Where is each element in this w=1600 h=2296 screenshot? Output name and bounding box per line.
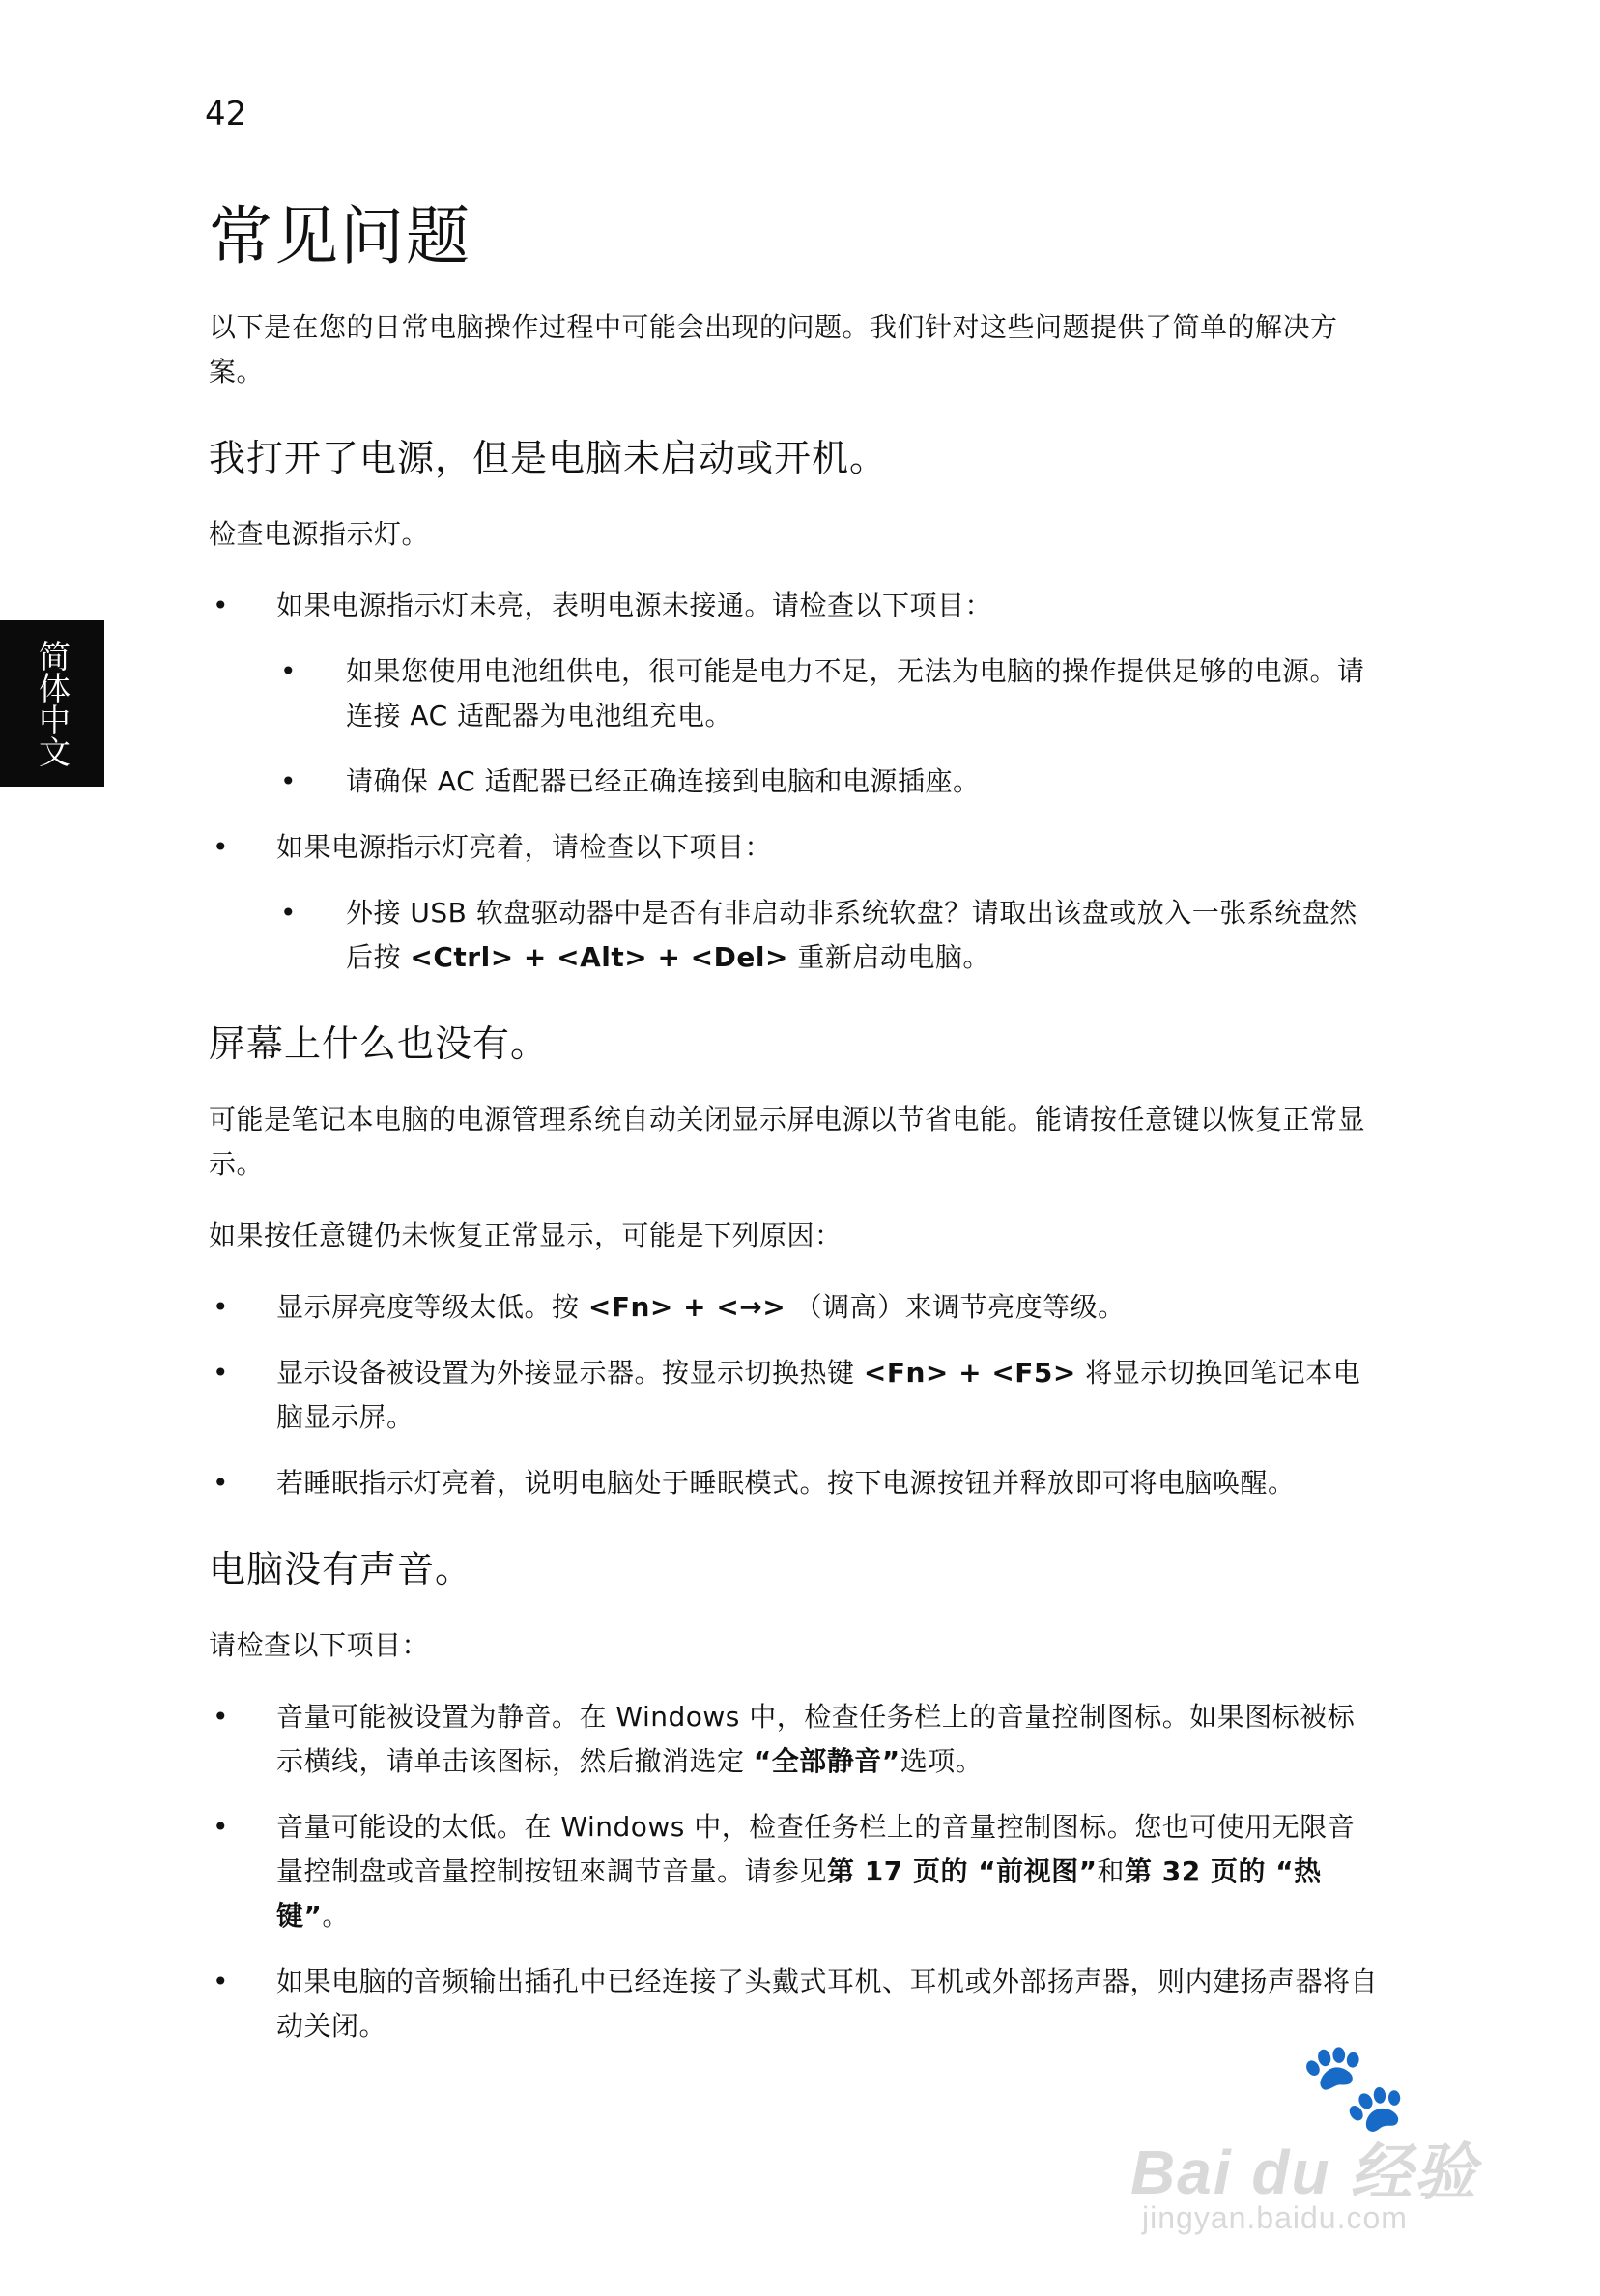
bullet-icon: •	[213, 1467, 230, 1499]
list-item-text: 。	[322, 1900, 350, 1932]
language-tab	[0, 620, 104, 787]
list-item-text: 如果电源指示灯亮着，请检查以下项目：	[276, 831, 773, 863]
key-combo: <Fn> + <F5>	[863, 1357, 1076, 1389]
sub-list-item-text: 如果您使用电池组供电，很可能是电力不足，无法为电脑的操作提供足够的电源。请连接 AC 适配器为电池组充电。	[346, 655, 1365, 732]
sub-list-item	[276, 891, 1378, 980]
list-item-text: 选项。	[900, 1745, 984, 1777]
list-item	[209, 1351, 1378, 1440]
list-item-text: 音量可能被设置为静音。在 Windows 中，检查任务栏上的音量控制图标。如果图标被标示横线，请单击该图标，然后撤消选定	[276, 1701, 1356, 1777]
bullet-icon: •	[213, 1291, 230, 1323]
list-item-text: 若睡眠指示灯亮着，说明电脑处于睡眠模式。按下电源按钮并释放即可将电脑唤醒。	[276, 1467, 1296, 1499]
list-item	[209, 1805, 1378, 1938]
section-heading-power: 我打开了电源，但是电脑未启动或开机。	[209, 437, 888, 479]
list-item	[209, 825, 1378, 980]
paw-icon: 🐾	[1300, 2039, 1409, 2136]
section-power-lead: 检查电源指示灯。	[209, 518, 430, 550]
page-number: 42	[205, 95, 247, 133]
bullet-icon: •	[213, 589, 230, 621]
section-screen-paragraph-2: 如果按任意键仍未恢复正常显示，可能是下列原因：	[209, 1220, 843, 1251]
list-item	[209, 1461, 1378, 1506]
section-screen-paragraph-1: 可能是笔记本电脑的电源管理系统自动关闭显示屏电源以节省电能。能请按任意键以恢复正常显示。	[209, 1104, 1366, 1180]
list-item	[209, 1695, 1378, 1784]
list-item-text: 将显示切换回笔记本电脑显示屏。	[276, 1357, 1361, 1433]
page-title: 常见问题	[209, 199, 471, 273]
section-power-list	[209, 584, 1378, 980]
bullet-icon: •	[213, 831, 230, 863]
watermark-url: jingyan.baidu.com	[1142, 2200, 1408, 2235]
bullet-icon: •	[213, 1811, 230, 1843]
bullet-icon: •	[213, 1357, 230, 1389]
cross-reference: 第 17 页的 “前视图”	[827, 1855, 1098, 1887]
list-item-text: 和	[1097, 1855, 1126, 1887]
main-content	[209, 193, 1378, 2070]
bullet-icon: •	[280, 655, 298, 687]
bullet-icon: •	[280, 765, 298, 797]
sub-list-item-text: 请确保 AC 适配器已经正确连接到电脑和电源插座。	[346, 765, 981, 797]
list-item	[209, 584, 1378, 804]
watermark-brand: Bai du 经验	[1130, 2138, 1478, 2207]
list-item-text: 如果电脑的音频输出插孔中已经连接了头戴式耳机、耳机或外部扬声器，则内建扬声器将自动关闭。	[276, 1966, 1379, 2042]
key-combo: <Ctrl> + <Alt> + <Del>	[410, 941, 788, 973]
bullet-icon: •	[280, 897, 298, 929]
sub-list-item-text: 外接 USB 软盘驱动器中是否有非启动非系统软盘？请取出该盘或放入一张系统盘然后按	[346, 897, 1357, 973]
cross-reference: 第 32 页的 “热键”	[276, 1855, 1322, 1932]
list-item-text: 音量可能设的太低。在 Windows 中，检查任务栏上的音量控制图标。您也可使用无限音量控制盘或音量控制按钮來調节音量。请参见	[276, 1811, 1356, 1887]
bold-option: “全部静音”	[753, 1745, 900, 1777]
section-sound-lead: 请检查以下项目：	[209, 1629, 430, 1661]
language-tab-label: 简体中文	[34, 640, 71, 767]
bullet-icon: •	[213, 1701, 230, 1733]
list-item-text: 显示设备被设置为外接显示器。按显示切换热键	[276, 1357, 864, 1389]
baidu-watermark	[1130, 2034, 1507, 2242]
key-combo: <Fn> + <→>	[587, 1291, 786, 1323]
section-screen-list	[209, 1285, 1378, 1506]
list-item-text: 如果电源指示灯未亮，表明电源未接通。请检查以下项目：	[276, 589, 993, 621]
sub-list-item	[276, 760, 1378, 804]
list-item-text: （调高）来调节亮度等级。	[786, 1291, 1126, 1323]
sub-list	[276, 891, 1378, 980]
section-sound-list	[209, 1695, 1378, 2049]
list-item	[209, 1285, 1378, 1330]
intro-paragraph: 以下是在您的日常电脑操作过程中可能会出现的问题。我们针对这些问题提供了简单的解决方案。	[209, 311, 1338, 387]
sub-list	[276, 649, 1378, 804]
bullet-icon: •	[213, 1966, 230, 1997]
section-heading-screen: 屏幕上什么也没有。	[209, 1022, 549, 1065]
sub-list-item-text: 重新启动电脑。	[787, 941, 990, 973]
list-item-text: 显示屏亮度等级太低。按	[276, 1291, 588, 1323]
sub-list-item	[276, 649, 1378, 738]
section-heading-sound: 电脑没有声音。	[209, 1548, 473, 1591]
